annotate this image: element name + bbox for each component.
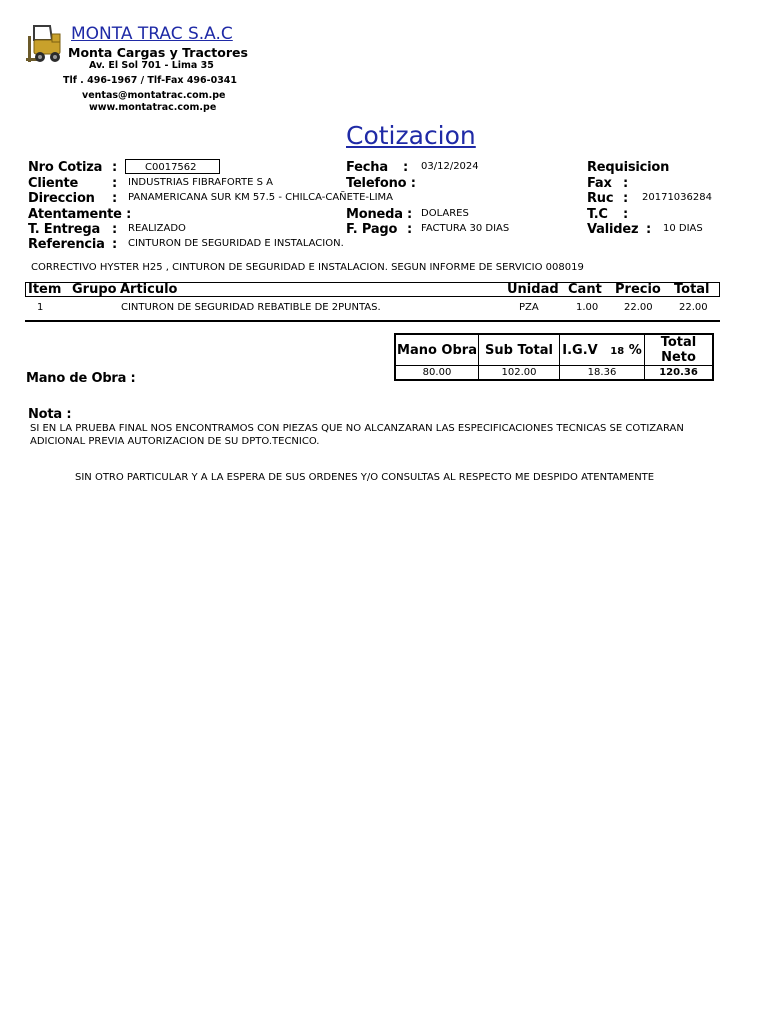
mano-de-obra-label: Mano de Obra : bbox=[26, 371, 136, 386]
igv-rate: 18 bbox=[610, 345, 625, 357]
colon: : bbox=[112, 160, 118, 175]
company-subtitle: Monta Cargas y Tractores bbox=[68, 45, 248, 60]
total-neto-header: Total Neto bbox=[645, 334, 714, 366]
colon: : bbox=[623, 207, 629, 222]
company-web: www.montatrac.com.pe bbox=[89, 102, 217, 113]
row-item: 1 bbox=[37, 302, 44, 313]
cliente-label: Cliente bbox=[28, 176, 79, 191]
nota-label: Nota : bbox=[28, 407, 72, 422]
validez-label: Validez bbox=[587, 222, 639, 237]
totals-table bbox=[394, 333, 714, 381]
closing-text: SIN OTRO PARTICULAR Y A LA ESPERA DE SUS ORDENES Y/O CONSULTAS AL RESPECTO ME DESPIDO ATENTAMENTE bbox=[75, 472, 655, 483]
nota-line-1: SI EN LA PRUEBA FINAL NOS ENCONTRAMOS CON PIEZAS QUE NO ALCANZARAN LAS ESPECIFICACIONES TECNICAS SE COTIZARAN bbox=[30, 423, 684, 434]
fax-label: Fax bbox=[587, 176, 612, 191]
entrega-label: T. Entrega bbox=[28, 222, 101, 237]
colon: : bbox=[112, 176, 118, 191]
colon: : bbox=[623, 191, 629, 206]
sub-total-value: 102.00 bbox=[479, 366, 560, 381]
sub-total-header: Sub Total bbox=[479, 334, 560, 366]
nro-cotiza-value: C0017562 bbox=[125, 159, 220, 174]
colon: : bbox=[403, 160, 409, 175]
igv-value: 18.36 bbox=[560, 366, 645, 381]
direccion-value: PANAMERICANA SUR KM 57.5 - CHILCA-CAÑETE-LIMA bbox=[128, 192, 393, 203]
row-total: 22.00 bbox=[679, 302, 708, 313]
col-precio: Precio bbox=[615, 282, 661, 297]
requisicion-label: Requisicion bbox=[587, 160, 670, 175]
telefono-label: Telefono : bbox=[346, 176, 416, 191]
fecha-value: 03/12/2024 bbox=[421, 161, 479, 172]
direccion-label: Direccion bbox=[28, 191, 95, 206]
colon: : bbox=[112, 222, 118, 237]
total-neto-value: 120.36 bbox=[645, 366, 714, 381]
referencia-label: Referencia bbox=[28, 237, 105, 252]
igv-percent: % bbox=[628, 342, 642, 358]
tc-label: T.C bbox=[587, 207, 608, 222]
entrega-value: REALIZADO bbox=[128, 223, 186, 234]
company-logo bbox=[26, 22, 64, 64]
col-unidad: Unidad bbox=[507, 282, 559, 297]
company-address: Av. El Sol 701 - Lima 35 bbox=[89, 60, 214, 71]
col-item: Item bbox=[28, 282, 62, 297]
quote-description: CORRECTIVO HYSTER H25 , CINTURON DE SEGURIDAD E INSTALACION. SEGUN INFORME DE SERVICIO 008019 bbox=[31, 262, 584, 273]
referencia-value: CINTURON DE SEGURIDAD E INSTALACION. bbox=[128, 238, 344, 249]
ruc-value: 20171036284 bbox=[642, 192, 712, 203]
atentamente-label: Atentamente : bbox=[28, 207, 132, 222]
items-table-header bbox=[25, 282, 720, 297]
row-articulo: CINTURON DE SEGURIDAD REBATIBLE DE 2PUNTAS. bbox=[121, 302, 381, 313]
row-precio: 22.00 bbox=[624, 302, 653, 313]
validez-value: 10 DIAS bbox=[663, 223, 703, 234]
colon: : bbox=[407, 207, 413, 222]
forklift-icon bbox=[26, 22, 64, 64]
col-grupo: Grupo bbox=[72, 282, 117, 297]
moneda-label: Moneda bbox=[346, 207, 403, 222]
mano-obra-header: Mano Obra bbox=[395, 334, 479, 366]
col-cant: Cant bbox=[568, 282, 602, 297]
igv-label: I.G.V bbox=[562, 342, 598, 358]
fecha-label: Fecha bbox=[346, 160, 388, 175]
items-table-divider bbox=[25, 320, 720, 322]
company-phones: Tlf . 496-1967 / Tlf-Fax 496-0341 bbox=[63, 75, 238, 86]
nro-cotiza-label: Nro Cotiza bbox=[28, 160, 103, 175]
pago-value: FACTURA 30 DIAS bbox=[421, 223, 510, 234]
colon: : bbox=[623, 176, 629, 191]
colon: : bbox=[112, 191, 118, 206]
cliente-value: INDUSTRIAS FIBRAFORTE S A bbox=[128, 177, 273, 188]
colon: : bbox=[112, 237, 118, 252]
nota-line-2: ADICIONAL PREVIA AUTORIZACION DE SU DPTO.TECNICO. bbox=[30, 436, 320, 447]
ruc-label: Ruc bbox=[587, 191, 614, 206]
document-title: Cotizacion bbox=[346, 121, 476, 150]
moneda-value: DOLARES bbox=[421, 208, 469, 219]
col-total: Total bbox=[674, 282, 710, 297]
row-unidad: PZA bbox=[519, 302, 539, 313]
mano-obra-value: 80.00 bbox=[395, 366, 479, 381]
igv-header bbox=[560, 334, 645, 366]
company-email: ventas@montatrac.com.pe bbox=[82, 90, 226, 101]
colon: : bbox=[646, 222, 652, 237]
pago-label: F. Pago bbox=[346, 222, 398, 237]
company-name: MONTA TRAC S.A.C bbox=[71, 24, 233, 44]
colon: : bbox=[407, 222, 413, 237]
col-articulo: Articulo bbox=[120, 282, 178, 297]
row-cant: 1.00 bbox=[576, 302, 599, 313]
